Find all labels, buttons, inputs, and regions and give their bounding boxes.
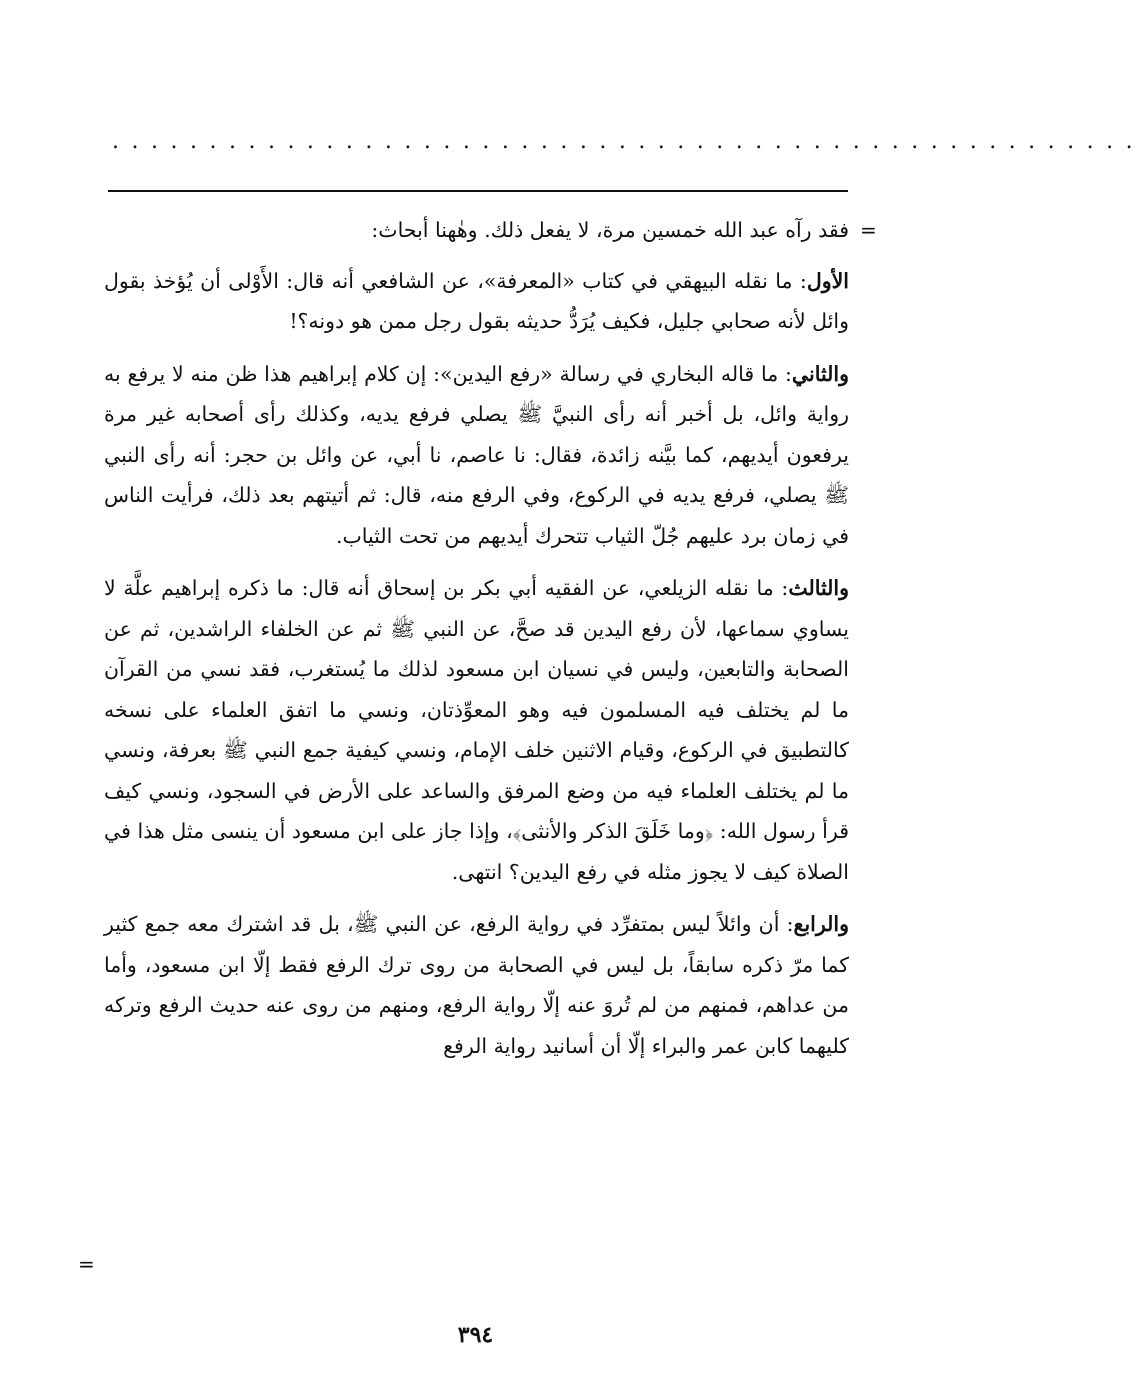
paragraph-third-point (104, 568, 849, 892)
paragraph-text: : أن وائلاً ليس بمتفرِّد في رواية الرفع، عن النبي ﷺ، بل قد اشترك معه جمع كثير كما مرّ ذكره سابقاً، بل ليس في الصحابة من روى ترك الرفع فقط إلّا ابن مسعود، وأما من عداهم، فمنهم من لم تُروَ عنه إلّا رواية الرفع، ومنهم من روى عنه حديث الرفع وتركه كليهما كابن عمر والبراء إلّا أن أسانيد رواية الرفع (104, 912, 849, 1058)
paragraph-text: : ما نقله البيهقي في كتاب «المعرفة»، عن الشافعي أنه قال: الأَوْلى أن يُؤخذ بقول وائل لأنه صحابي جليل، فكيف يُرَدُّ حديثه بقول رجل ممن هو دونه؟! (104, 268, 849, 333)
footnote-continuation-mark-top: = (860, 218, 877, 242)
paragraph-fourth-point (104, 904, 849, 1066)
paragraph-text: : ما نقله الزيلعي، عن الفقيه أبي بكر بن إسحاق أنه قال: ما ذكره إبراهيم علَّة لا يساوي سماعها، لأن رفع اليدين قد صحَّ، عن النبي ﷺ ثم عن الخلفاء الراشدين، ثم عن الصحابة والتابعين، وليس في نسيان ابن مسعود لذلك ما يُستغرب، فقد نسي من القرآن ما لم يختلف فيه المسلمون فيه وهو المعوِّذتان، ونسي ما اتفق العلماء على نسخه كالتطبيق في الركوع، وقيام الاثنين خلف الإمام، ونسي كيفية جمع النبي ﷺ بعرفة، ونسي ما لم يختلف العلماء فيه من وضع المرفق والساعد على الأرض في السجود، ونسي كيف قرأ رسول الله: ﴿وما خَلَقَ الذكر والأنثى﴾، وإذا جاز على ابن مسعود أن ينسى مثل هذا في الصلاة كيف لا يجوز مثله في رفع اليدين؟ انتهى. (104, 576, 849, 884)
paragraph-lead-word: والثاني (791, 361, 849, 386)
paragraph-second-point (104, 354, 849, 557)
footnote-text-block (104, 210, 849, 1078)
page-number: ٣٩٤ (457, 1322, 494, 1348)
footnote-continuation-mark-bottom: = (78, 1252, 95, 1276)
footnote-separator-rule (108, 190, 848, 192)
header-dotted-line: ..................................................... (112, 129, 1145, 154)
paragraph-first-point (104, 261, 849, 342)
paragraph-lead-word: والرابع (793, 912, 849, 936)
paragraph-text: : ما قاله البخاري في رسالة «رفع اليدين»: إن كلام إبراهيم هذا ظن منه لا يرفع به رواية وائل، بل أخبر أنه رأى النبيَّ ﷺ يصلي فرفع يديه، وكذلك رأى أصحابه غير مرة يرفعون أيديهم، كما بيَّنه زائدة، فقال: نا عاصم، نا أبي، عن وائل بن حجر: أنه رأى النبي ﷺ يصلي، فرفع يديه في الركوع، وفي الرفع منه، قال: ثم أتيتهم بعد ذلك، فرأيت الناس في زمان برد عليهم جُلّ الثياب تتحرك أيديهم من تحت الثياب. (104, 361, 849, 548)
paragraph-text: فقد رآه عبد الله خمسين مرة، لا يفعل ذلك. وهٰهنا أبحاث: (371, 218, 849, 242)
paragraph-lead-word: والثالث (788, 576, 849, 600)
paragraph-continuation (104, 210, 849, 251)
paragraph-lead-word: الأول (806, 268, 849, 293)
